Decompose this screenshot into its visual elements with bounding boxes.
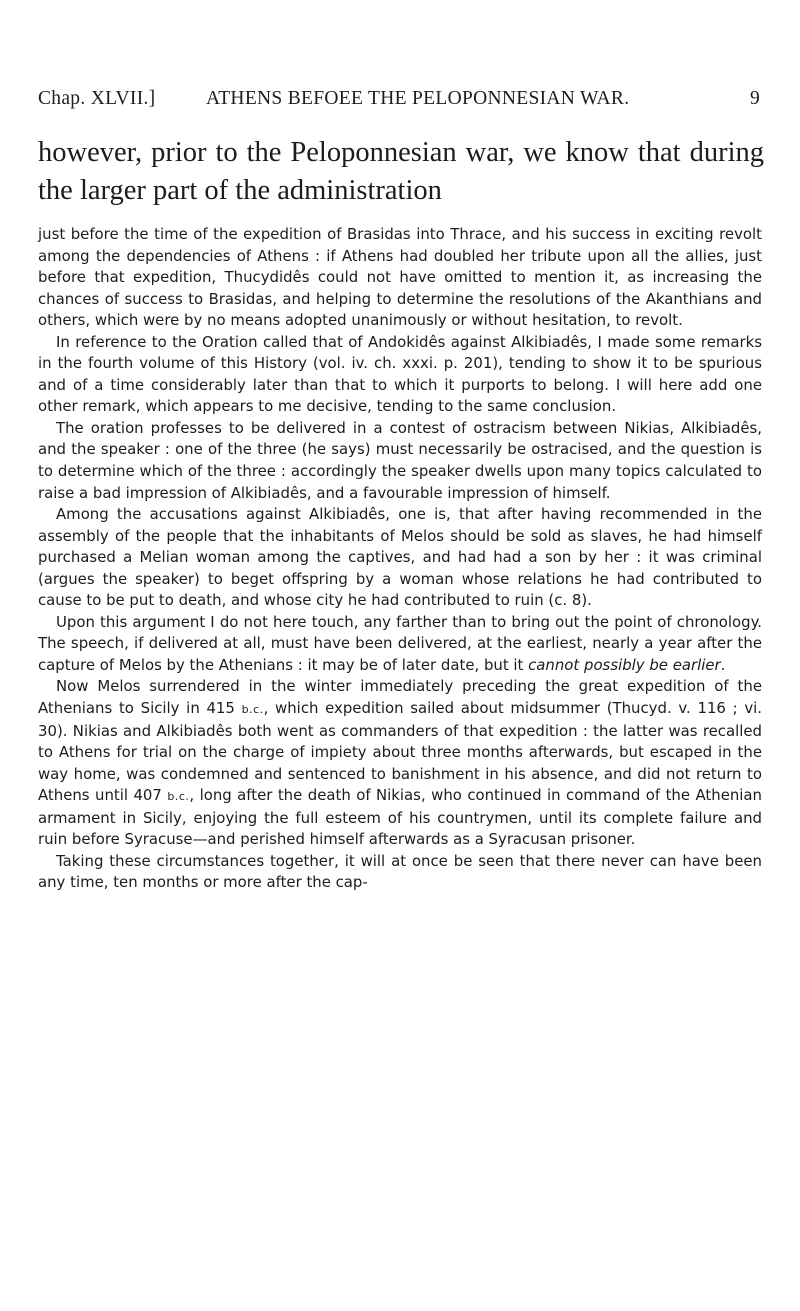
- footnote-paragraph-1: just before the time of the expedition of Brasidas into Thrace, and his success in exciting revolt among the dependencies of Athens : if Athens had doubled her tribute upon all the allies, just before that expedition, Thucydidês could not have omitted to mention it, as increasing the chances of success to Brasidas, and helping to determine the resolutions of the Akanthians and others, which were by no means adopted unanimously or without hesitation, to revolt.: [38, 225, 762, 330]
- emphasis-text: cannot possibly be earlier: [528, 655, 721, 674]
- footnote-text: .: [720, 655, 726, 674]
- footnote-text: , which expedition sailed about midsummer (Thucyd. v. 116 ; vi. 30). Nikias and Alkibiadês both went as commanders of that expedition : the latter was recalled to Athens for trial on the charge of impiety about three months afterwards, but escaped in the way home, was condemned and sentenced to banishment in his absence, and did not return to Athens until 407: [38, 699, 762, 805]
- main-text-paragraph: however, prior to the Peloponnesian war, we know that during the larger part of the administration: [38, 137, 764, 206]
- footnote-text: , long after the death of Nikias, who continued in command of the Athenian armament in Sicily, enjoying the full esteem of his countrymen, until its complete failure and ruin before Syracuse—and perished himself afterwards as a Syracusan prisoner.: [38, 786, 762, 849]
- footnote-paragraph-5: [38, 612, 762, 677]
- era-abbreviation: b.c.: [241, 703, 264, 717]
- footnote-block: [38, 224, 762, 894]
- running-title: ATHENS BEFOEE THE PELOPONNESIAN WAR.: [206, 88, 630, 109]
- footnote-paragraph-7: Taking these circumstances together, it will at once be seen that there never can have been any time, ten months or more after the cap-: [38, 851, 762, 892]
- footnote-paragraph-4: Among the accusations against Alkibiadês, one is, that after having recommended in the assembly of the people that the inhabitants of Melos should be sold as slaves, he had himself purchased a Melian woman among the captives, and had had a son by her : it was criminal (argues the speaker) to beget offspring by a woman whose relations he had contributed to cause to be put to death, and whose city he had contributed to ruin (c. 8).: [38, 505, 762, 610]
- main-text: [38, 134, 764, 210]
- footnote-paragraph-6: [38, 676, 762, 850]
- footnote-text: Now Melos surrendered in the winter immediately preceding the great expedition of the Athenians to Sicily in 415: [38, 677, 762, 718]
- chapter-label: Chap. XLVII.]: [38, 88, 156, 109]
- footnote-text: Upon this argument I do not here touch, any farther than to bring out the point of chronology. The speech, if delivered at all, must have been delivered, at the earliest, nearly a year after the capture of Melos by the Athenians : it may be of later date, but it: [38, 612, 762, 674]
- page-number: 9: [749, 88, 760, 109]
- footnote-paragraph-2: In reference to the Oration called that of Andokidês against Alkibiadês, I made some remarks in the fourth volume of this History (vol. iv. ch. xxxi. p. 201), tending to show it to be spurious and of a time considerably later than that to which it purports to belong. I will here add one other remark, which appears to me decisive, tending to the same conclusion.: [38, 332, 762, 416]
- running-header: [38, 88, 760, 112]
- era-abbreviation: b.c.: [167, 790, 190, 804]
- footnote-paragraph-3: The oration professes to be delivered in a contest of ostracism between Nikias, Alkibiadês, and the speaker : one of the three (he says) must necessarily be ostracised, and the question is to determine which of the three : accordingly the speaker dwells upon many topics calculated to raise a bad impression of Alkibiadês, and a favourable impression of himself.: [38, 418, 762, 502]
